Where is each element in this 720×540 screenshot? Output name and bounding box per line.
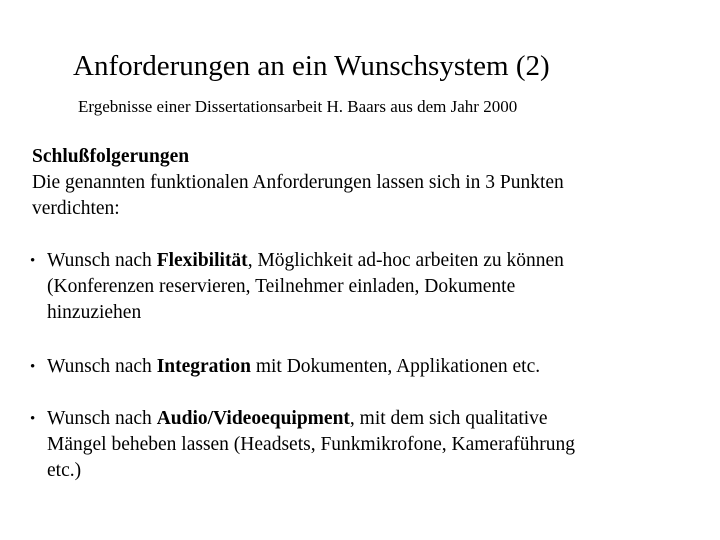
bullet-continuation-2: hinzuziehen [47,302,142,323]
bullet-line [30,406,680,432]
bullet-keyword: Flexibilität [156,250,248,271]
bullet-keyword: Integration [156,356,251,377]
bullet-keyword: Audio/Videoequipment [156,408,350,429]
bullet-icon: • [30,359,36,375]
section-heading: Schlußfolgerungen [32,146,190,167]
bullet-suffix: , mit dem sich qualitative [349,408,548,429]
bullet-item-audio-video [30,406,680,484]
bullet-suffix: , Möglichkeit ad-hoc arbeiten zu können [247,250,564,271]
bullet-prefix: Wunsch nach [47,356,157,377]
bullet-item-flexibility [30,248,680,326]
bullet-continuation-1: Mängel beheben lassen (Headsets, Funkmikrofone, Kameraführung [47,434,575,455]
intro-line-1: Die genannten funktionalen Anforderungen lassen sich in 3 Punkten [32,172,564,193]
bullet-continuation-2: etc.) [47,460,82,481]
slide-title: Anforderungen an ein Wunschsystem (2) [73,50,550,82]
bullet-line [30,248,680,274]
bullet-icon: • [30,411,36,427]
bullet-line [30,354,680,380]
bullet-suffix: mit Dokumenten, Applikationen etc. [250,356,541,377]
slide-subtitle: Ergebnisse einer Dissertationsarbeit H. Baars aus dem Jahr 2000 [78,97,518,116]
bullet-item-integration [30,354,680,380]
bullet-continuation-1: (Konferenzen reservieren, Teilnehmer einladen, Dokumente [47,276,516,297]
intro-block [32,144,692,222]
bullet-prefix: Wunsch nach [47,250,157,271]
intro-line-2: verdichten: [32,198,120,219]
bullet-icon: • [30,253,36,269]
bullet-prefix: Wunsch nach [47,408,157,429]
